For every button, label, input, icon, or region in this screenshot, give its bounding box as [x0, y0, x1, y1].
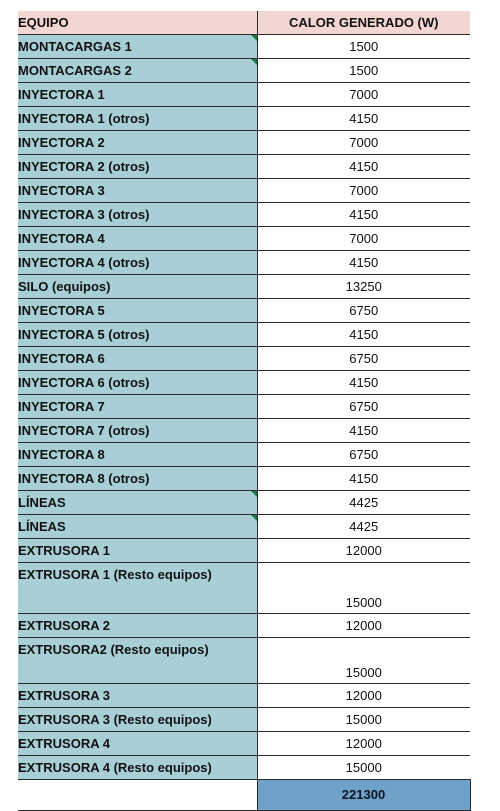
heat-value: 4425	[257, 491, 470, 515]
equipment-name: INYECTORA 5 (otros)	[18, 323, 257, 347]
equipment-name: MONTACARGAS 2	[18, 59, 257, 83]
table-row	[18, 155, 470, 179]
equipment-name: LÍNEAS	[18, 515, 257, 539]
table-row	[18, 299, 470, 323]
table-row	[18, 539, 470, 563]
table-row	[18, 347, 470, 371]
table-row	[18, 107, 470, 131]
table-row	[18, 515, 470, 539]
heat-value: 4150	[257, 155, 470, 179]
equipment-name: INYECTORA 2	[18, 131, 257, 155]
table-row	[18, 614, 470, 638]
heat-value: 13250	[257, 275, 470, 299]
heat-value: 4150	[257, 371, 470, 395]
total-spacer	[18, 780, 257, 811]
table-row	[18, 443, 470, 467]
heat-value: 7000	[257, 179, 470, 203]
equipment-name: INYECTORA 4 (otros)	[18, 251, 257, 275]
table-row	[18, 419, 470, 443]
equipment-name: EXTRUSORA 3	[18, 684, 257, 708]
table-row	[18, 323, 470, 347]
equipment-name: INYECTORA 3	[18, 179, 257, 203]
table-row	[18, 227, 470, 251]
equipment-name: INYECTORA 5	[18, 299, 257, 323]
header-row	[18, 11, 470, 35]
table-row	[18, 756, 470, 780]
table-row	[18, 83, 470, 107]
heat-value: 1500	[257, 59, 470, 83]
heat-value: 7000	[257, 83, 470, 107]
heat-value: 7000	[257, 131, 470, 155]
equipment-name: INYECTORA 7	[18, 395, 257, 419]
table-row	[18, 684, 470, 708]
table-row	[18, 371, 470, 395]
equipment-name: SILO (equipos)	[18, 275, 257, 299]
equipment-name: EXTRUSORA 3 (Resto equipos)	[18, 708, 257, 732]
heat-value: 6750	[257, 443, 470, 467]
table-row	[18, 708, 470, 732]
equipment-name: INYECTORA 8	[18, 443, 257, 467]
heat-value: 4425	[257, 515, 470, 539]
heat-value: 4150	[257, 467, 470, 491]
heat-generation-table	[18, 11, 471, 811]
table-row	[18, 59, 470, 83]
heat-value: 15000	[257, 708, 470, 732]
heat-value: 15000	[257, 563, 470, 614]
heat-value: 6750	[257, 395, 470, 419]
equipment-name: INYECTORA 4	[18, 227, 257, 251]
equipment-name: MONTACARGAS 1	[18, 35, 257, 59]
equipment-name: INYECTORA 8 (otros)	[18, 467, 257, 491]
equipment-name: EXTRUSORA2 (Resto equipos)	[18, 638, 257, 684]
table-row	[18, 35, 470, 59]
heat-value: 4150	[257, 203, 470, 227]
heat-column-header: CALOR GENERADO (W)	[257, 11, 470, 35]
equipment-name: INYECTORA 2 (otros)	[18, 155, 257, 179]
table-row	[18, 131, 470, 155]
equipment-name: INYECTORA 3 (otros)	[18, 203, 257, 227]
table-row	[18, 732, 470, 756]
heat-value: 6750	[257, 299, 470, 323]
equipment-column-header: EQUIPO	[18, 11, 257, 35]
heat-value: 12000	[257, 732, 470, 756]
heat-value: 4150	[257, 323, 470, 347]
heat-value: 1500	[257, 35, 470, 59]
heat-value: 15000	[257, 638, 470, 684]
equipment-name: INYECTORA 1	[18, 83, 257, 107]
table-row	[18, 395, 470, 419]
table-row	[18, 638, 470, 684]
heat-value: 6750	[257, 347, 470, 371]
equipment-name: EXTRUSORA 1 (Resto equipos)	[18, 563, 257, 614]
table-row	[18, 179, 470, 203]
total-row	[18, 780, 470, 811]
equipment-name: EXTRUSORA 2	[18, 614, 257, 638]
table-row	[18, 491, 470, 515]
heat-value: 12000	[257, 684, 470, 708]
total-value: 221300	[257, 780, 470, 811]
heat-value: 4150	[257, 419, 470, 443]
equipment-name: EXTRUSORA 4	[18, 732, 257, 756]
equipment-name: LÍNEAS	[18, 491, 257, 515]
equipment-name: EXTRUSORA 1	[18, 539, 257, 563]
equipment-name: INYECTORA 7 (otros)	[18, 419, 257, 443]
heat-value: 15000	[257, 756, 470, 780]
heat-value: 4150	[257, 107, 470, 131]
equipment-name: INYECTORA 1 (otros)	[18, 107, 257, 131]
equipment-name: INYECTORA 6	[18, 347, 257, 371]
table-row	[18, 203, 470, 227]
equipment-name: EXTRUSORA 4 (Resto equipos)	[18, 756, 257, 780]
equipment-name: INYECTORA 6 (otros)	[18, 371, 257, 395]
heat-value: 12000	[257, 614, 470, 638]
heat-value: 7000	[257, 227, 470, 251]
table-row	[18, 275, 470, 299]
table-row	[18, 563, 470, 614]
table-row	[18, 251, 470, 275]
heat-value: 12000	[257, 539, 470, 563]
heat-value: 4150	[257, 251, 470, 275]
table-row	[18, 467, 470, 491]
